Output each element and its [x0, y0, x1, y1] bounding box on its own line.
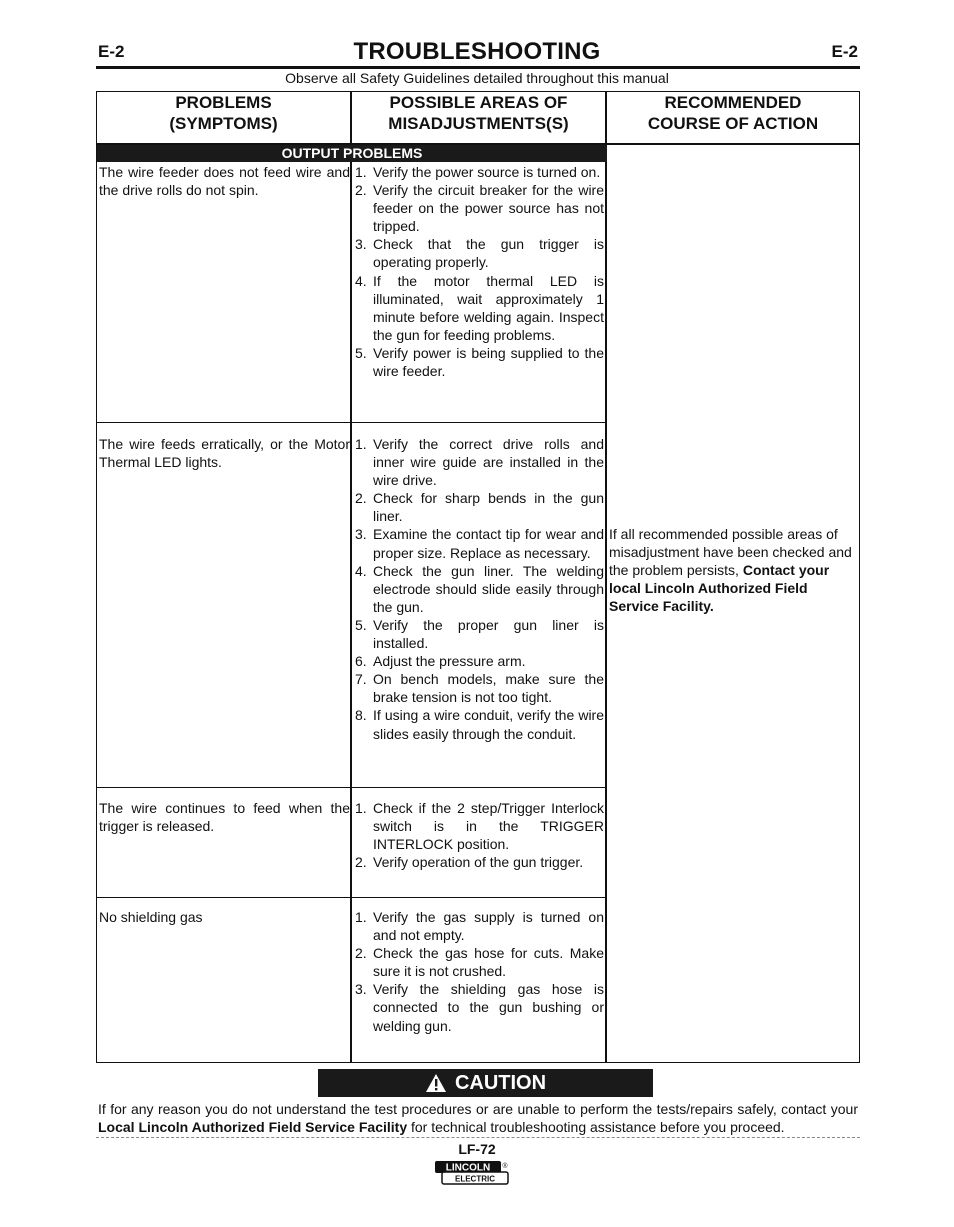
safety-note: Observe all Safety Guidelines detailed throughout this manual: [285, 70, 669, 86]
list-item: 1. Check if the 2 step/Trigger Interlock switch is in the TRIGGER INTERLOCK position.: [355, 800, 604, 853]
list-item: 2. Verify the circuit breaker for the wire feeder on the power source has not tripped.: [355, 182, 604, 235]
troubleshooting-table: [96, 91, 860, 1063]
list-item: 3. Verify the shielding gas hose is connected to the gun bushing or welding gun.: [355, 981, 604, 1034]
list-item: 2. Verify operation of the gun trigger.: [355, 854, 584, 871]
column-header-action: RECOMMENDED COURSE OF ACTION: [647, 93, 819, 133]
logo-line1: LINCOLN: [445, 1162, 491, 1174]
list-item: 4. If the motor thermal LED is illuminated, wait approximately 1 minute before welding again. Inspect the gun for feeding problems.: [355, 272, 604, 343]
symptom-2: The wire feeds erratically, or the Motor Thermal LED lights.: [99, 436, 350, 470]
row-rule-2: [97, 787, 607, 788]
title-rule: [96, 66, 860, 69]
symptom-3: The wire continues to feed when the trigger is released.: [99, 800, 350, 834]
warning-triangle-icon: [425, 1073, 447, 1093]
symptom-1: The wire feeder does not feed wire and the drive rolls do not spin.: [99, 164, 350, 198]
list-item: 5. Verify the proper gun liner is installed.: [355, 616, 604, 652]
column-divider-2: [605, 92, 607, 1062]
steps-list-3: [355, 799, 604, 871]
list-item: 4. Check the gun liner. The welding electrode should slide easily through the gun.: [355, 562, 604, 615]
lincoln-electric-logo: [434, 1160, 510, 1186]
logo-line2: ELECTRIC: [455, 1174, 495, 1184]
list-item: 3. Examine the contact tip for wear and proper size. Replace as necessary.: [355, 526, 604, 561]
column-header-problems: PROBLEMS (SYMPTOMS): [169, 93, 278, 133]
page-code-left: E-2: [98, 42, 125, 61]
column-divider-1: [350, 92, 352, 1062]
section-band-output-problems: OUTPUT PROBLEMS: [97, 145, 607, 162]
row-rule-1: [97, 422, 607, 423]
steps-list-4: [355, 908, 604, 1035]
model-number: LF-72: [458, 1141, 496, 1157]
list-item: 7. On bench models, make sure the brake tension is not too tight.: [355, 671, 604, 706]
list-item: 1. Verify the correct drive rolls and inner wire guide are installed in the wire drive.: [355, 436, 604, 489]
list-item: 3. Check that the gun trigger is operating properly.: [355, 236, 604, 271]
steps-list-1: [355, 163, 604, 380]
footer-rule: [96, 1137, 860, 1138]
list-item: 1. Verify the power source is turned on.: [355, 164, 601, 180]
list-item: 6. Adjust the pressure arm.: [355, 653, 526, 670]
list-item: 5. Verify power is being supplied to the wire feeder.: [355, 344, 604, 380]
row-rule-3: [97, 897, 607, 898]
caution-banner: [318, 1069, 653, 1097]
caution-text: If for any reason you do not understand the test procedures or are unable to perform the tests/repairs safely, contact your Local Lincoln Authorized Field Service Facility for technical troubleshooting assistance before you proceed.: [98, 1101, 858, 1135]
symptom-4: No shielding gas: [99, 909, 203, 925]
column-header-misadjustments: POSSIBLE AREAS OF MISADJUSTMENTS(S): [388, 93, 569, 133]
page-title: TROUBLESHOOTING: [353, 38, 601, 65]
steps-list-2: [355, 435, 604, 743]
page-code-right: E-2: [831, 42, 858, 61]
logo-mark: ®: [502, 1163, 508, 1170]
list-item: 2. Check the gas hose for cuts. Make sure it is not crushed.: [355, 945, 604, 980]
list-item: 2. Check for sharp bends in the gun liner.: [355, 490, 604, 525]
recommended-action: If all recommended possible areas of misadjustment have been checked and the problem persists, Contact your local Lincoln Authorized Field Service Facility.: [609, 526, 852, 614]
list-item: 8. If using a wire conduit, verify the wire slides easily through the conduit.: [355, 707, 604, 742]
caution-label: CAUTION: [454, 1071, 547, 1094]
list-item: 1. Verify the gas supply is turned on and not empty.: [355, 909, 604, 944]
